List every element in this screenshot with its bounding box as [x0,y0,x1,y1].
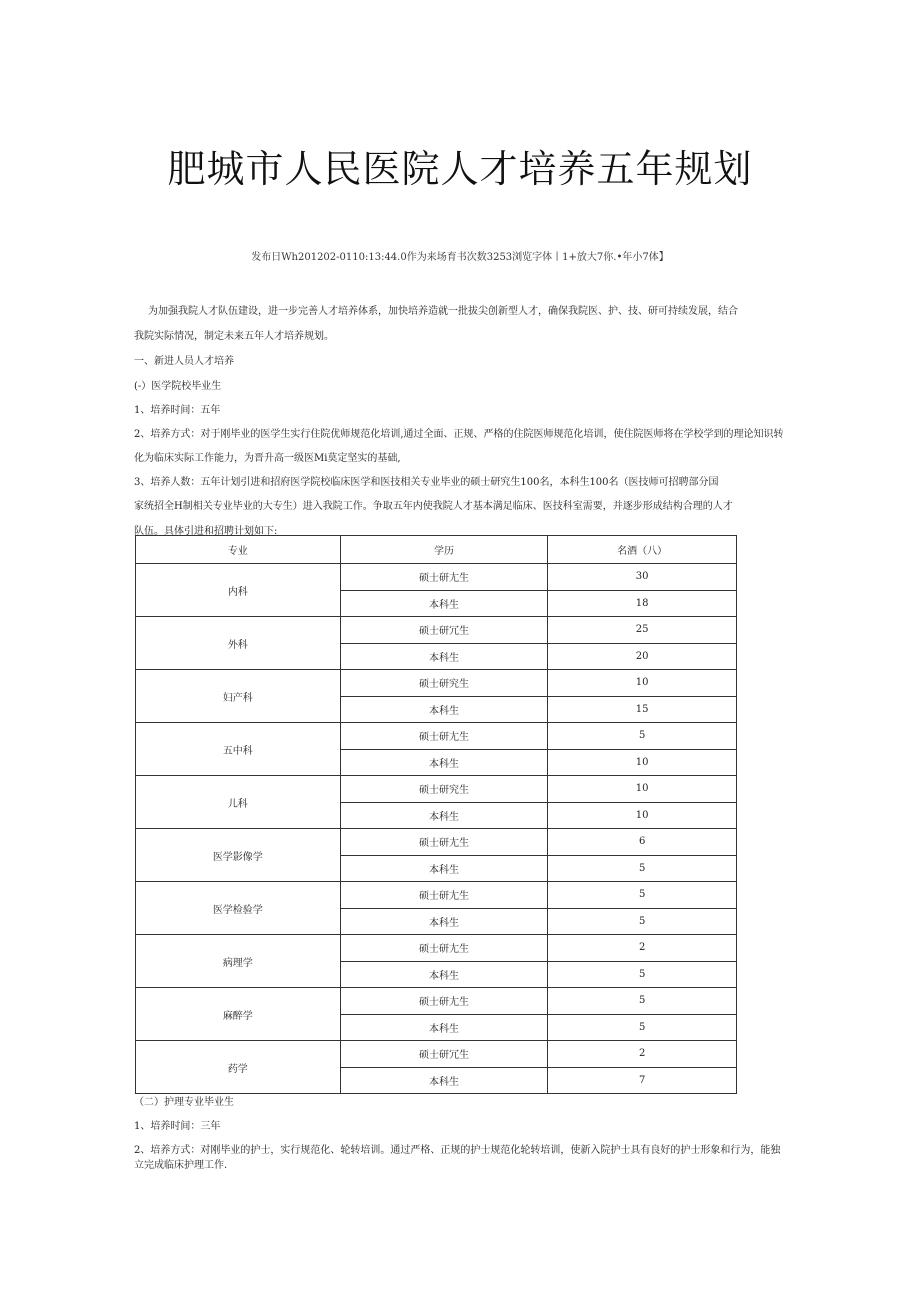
header-count: 名酒（八） [548,536,737,564]
header-dept: 专业 [136,536,341,564]
count-cell: 20 [548,643,737,670]
table-header-row [136,536,737,564]
degree-cell: 本科生 [340,855,548,882]
dept-cell: 儿科 [136,776,341,829]
count-cell: 30 [548,564,737,591]
degree-cell: 硕士研究生 [340,776,548,803]
header-degree: 学历 [340,536,548,564]
table-row [136,617,737,644]
degree-cell: 本科生 [340,1067,548,1094]
recruitment-plan-table [135,535,737,1094]
count-cell: 10 [548,776,737,803]
training-count-1b: 家统招全H制相关专业毕业的大专生）进入我院工作。争取五年内使我院人才基本满足临床、医技科室需要，并逐步形成结构合理的人才 [134,501,733,512]
count-cell: 10 [548,749,737,776]
degree-cell: 本科生 [340,696,548,723]
count-cell: 5 [548,908,737,935]
degree-cell: 本科生 [340,1014,548,1041]
count-cell: 2 [548,1041,737,1068]
intro-line-2: 我院实际情况，制定未来五年人才培养规划。 [134,331,334,342]
subsection-heading-2: （二）护理专业毕业生 [134,1097,234,1108]
count-cell: 10 [548,802,737,829]
count-cell: 7 [548,1067,737,1094]
count-cell: 5 [548,961,737,988]
degree-cell: 本科生 [340,908,548,935]
dept-cell: 外科 [136,617,341,670]
count-cell: 2 [548,935,737,962]
degree-cell: 本科生 [340,590,548,617]
degree-cell: 硕士研尢生 [340,829,548,856]
dept-cell: 妇产科 [136,670,341,723]
publish-meta: 发布日Wh201202-0110:13:44.0作为来场育书次数3253浏览字体丨1+放大7你.•年小7体】 [251,252,669,263]
section-heading-1: 一、新进人员人才培养 [134,356,234,367]
count-cell: 6 [548,829,737,856]
dept-cell: 药学 [136,1041,341,1094]
table-row [136,988,737,1015]
table-row [136,935,737,962]
count-cell: 18 [548,590,737,617]
degree-cell: 硕士研尢生 [340,988,548,1015]
training-method-1a: 2、培养方式：对于刚毕业的医学生实行住院优师规范化培训,通过全面、正规、严格的住院医师规范化培训，使住院医师将在学校学到的理论知识转 [134,429,784,440]
training-count-1a: 3、培养人数：五年计划引进和招府医学院校临床医学和医技相关专业毕业的硕士研究生100名，本科生100名（医技师可招聘部分国 [134,477,719,488]
degree-cell: 本科生 [340,802,548,829]
table-row [136,882,737,909]
training-method-2a: 2、培养方式：对刚毕业的护士，实行规范化、轮转培训。通过严格、正规的护士规范化轮转培训，使新入院护士具有良好的护士形象和行为，能独 [134,1145,781,1156]
degree-cell: 硕士研尢生 [340,564,548,591]
subsection-heading-1: (-）医学院校毕业生 [134,381,222,392]
training-time-1: 1、培养时间：五年 [134,405,221,416]
dept-cell: 五中科 [136,723,341,776]
training-method-1b: 化为临床实际工作能力，为晋升高一级医Mi莫定坚实的基础, [134,453,401,464]
degree-cell: 硕士研尢生 [340,882,548,909]
degree-cell: 硕士研尢生 [340,723,548,750]
table-row [136,564,737,591]
training-count-1c: 队伍。具体引进和招聘计划如下: [134,526,278,537]
count-cell: 5 [548,988,737,1015]
dept-cell: 内科 [136,564,341,617]
intro-line-1: 为加强我院人才队伍建设，进一步完善人才培养体系，加快培养造就一批拔尖创新型人才，确保我院医、护、技、研可持续发展，结合 [148,306,738,317]
table-row [136,829,737,856]
count-cell: 5 [548,855,737,882]
count-cell: 5 [548,882,737,909]
degree-cell: 本科生 [340,749,548,776]
table-row [136,723,737,750]
table-row [136,776,737,803]
degree-cell: 本科生 [340,961,548,988]
dept-cell: 医学影像学 [136,829,341,882]
degree-cell: 硕士研冗生 [340,1041,548,1068]
table-row [136,1041,737,1068]
count-cell: 15 [548,696,737,723]
count-cell: 5 [548,1014,737,1041]
table-row [136,670,737,697]
dept-cell: 麻醉学 [136,988,341,1041]
page-title: 肥城市人民医院人才培养五年规划 [167,147,753,191]
training-method-2b: 立完成临床护理工作. [134,1160,228,1171]
count-cell: 10 [548,670,737,697]
count-cell: 5 [548,723,737,750]
degree-cell: 硕士研冗生 [340,617,548,644]
dept-cell: 医学检验学 [136,882,341,935]
dept-cell: 病理学 [136,935,341,988]
degree-cell: 本科生 [340,643,548,670]
count-cell: 25 [548,617,737,644]
degree-cell: 硕士研究生 [340,670,548,697]
degree-cell: 硕士研尢生 [340,935,548,962]
training-time-2: 1、培养时间：三年 [134,1121,221,1132]
